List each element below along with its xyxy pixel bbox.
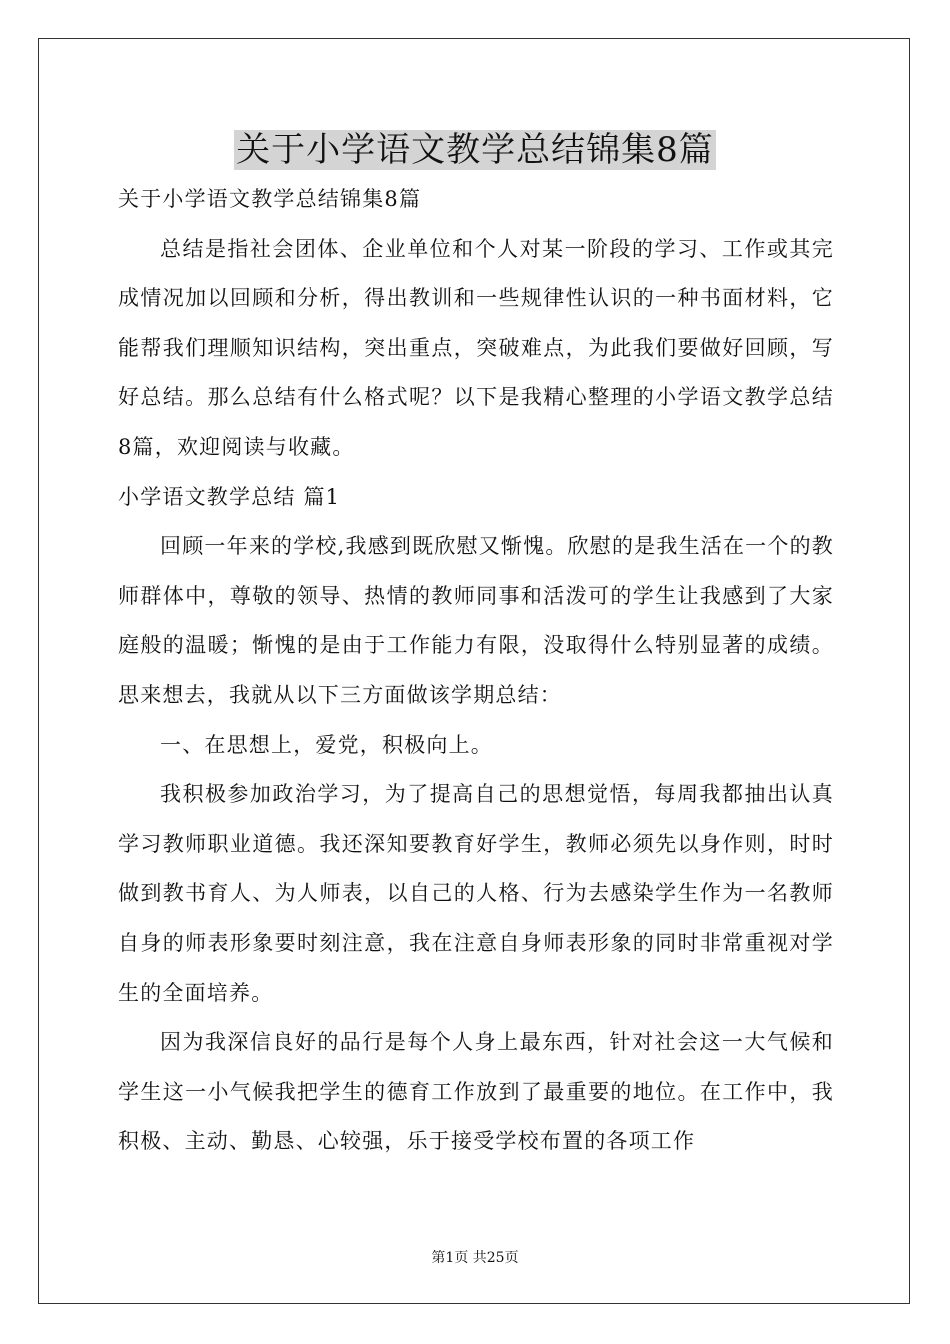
body-paragraph: 回顾一年来的学校,我感到既欣慰又惭愧。欣慰的是我生活在一个的教师群体中，尊敬的领导、热情的教师同事和活泼可的学生让我感到了大家庭般的温暖；惭愧的是由于工作能力有限，没取得什么特别显著的成绩。思来想去，我就从以下三方面做该学期总结： [118, 534, 834, 707]
document-subtitle: 关于小学语文教学总结锦集8篇 [118, 187, 422, 211]
intro-paragraph: 总结是指社会团体、企业单位和个人对某一阶段的学习、工作或其完成情况加以回顾和分析，得出教训和一些规律性认识的一种书面材料，它能帮我们理顺知识结构，突出重点，突破难点，为此我们要做好回顾，写好总结。那么总结有什么格式呢？以下是我精心整理的小学语文教学总结8篇，欢迎阅读与收藏。 [118, 236, 834, 459]
document-title [0, 122, 950, 178]
body-paragraph: 因为我深信良好的品行是每个人身上最东西，针对社会这一大气候和学生这一小气候我把学生的德育工作放到了最重要的地位。在工作中，我积极、主动、勤恳、心较强，乐于接受学校布置的各项工作 [118, 1030, 834, 1154]
section-heading: 小学语文教学总结 篇1 [118, 484, 341, 509]
document-title-text: 关于小学语文教学总结锦集8篇 [236, 130, 714, 170]
document-body [118, 175, 834, 1167]
body-paragraph: 一、在思想上，爱党，积极向上。 [160, 732, 493, 757]
page-footer: 第1页 共25页 [431, 1250, 519, 1266]
body-paragraph: 我积极参加政治学习，为了提高自己的思想觉悟，每周我都抽出认真学习教师职业道德。我还深知要教育好学生，教师必须先以身作则，时时做到教书育人、为人师表，以自己的人格、行为去感染学生作为一名教师自身的师表形象要时刻注意，我在注意自身师表形象的同时非常重视对学生的全面培养。 [118, 782, 834, 1005]
